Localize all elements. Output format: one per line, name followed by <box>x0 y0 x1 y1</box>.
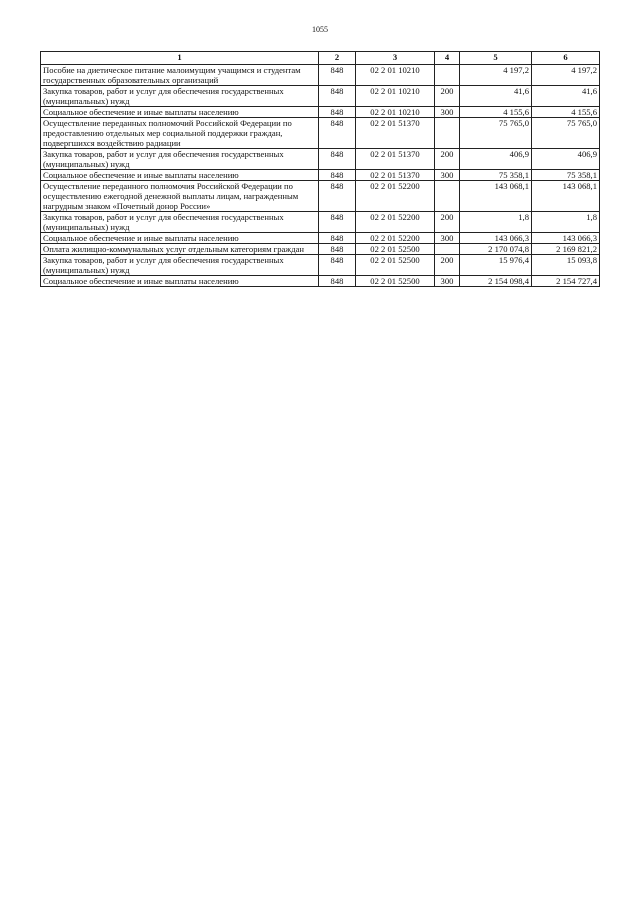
table-body <box>41 65 600 287</box>
table-row <box>41 233 600 244</box>
row-name-cell: Пособие на диетическое питание малоимущим учащимся и студентам государственных образовательных организаций <box>41 65 319 86</box>
row-code-cell: 02 2 01 10210 <box>356 107 435 118</box>
row-col6-cell: 75 765,0 <box>532 118 600 149</box>
row-col5-cell: 4 155,6 <box>460 107 532 118</box>
row-col2-cell: 848 <box>319 233 356 244</box>
row-code-cell: 02 2 01 52500 <box>356 255 435 276</box>
row-col6-cell: 41,6 <box>532 86 600 107</box>
column-header: 2 <box>319 52 356 65</box>
row-name-cell: Закупка товаров, работ и услуг для обеспечения государственных (муниципальных) нужд <box>41 212 319 233</box>
row-col6-cell: 4 197,2 <box>532 65 600 86</box>
row-col5-cell: 15 976,4 <box>460 255 532 276</box>
row-col6-cell: 2 154 727,4 <box>532 276 600 287</box>
row-col4-cell <box>435 118 460 149</box>
table-row <box>41 212 600 233</box>
row-col2-cell: 848 <box>319 212 356 233</box>
budget-table <box>40 51 600 287</box>
table-row <box>41 65 600 86</box>
row-col2-cell: 848 <box>319 118 356 149</box>
row-col5-cell: 143 066,3 <box>460 233 532 244</box>
row-col2-cell: 848 <box>319 149 356 170</box>
row-col4-cell: 200 <box>435 86 460 107</box>
row-name-cell: Социальное обеспечение и иные выплаты населению <box>41 170 319 181</box>
row-col4-cell: 200 <box>435 149 460 170</box>
row-col6-cell: 4 155,6 <box>532 107 600 118</box>
row-code-cell: 02 2 01 52500 <box>356 244 435 255</box>
row-col6-cell: 15 093,8 <box>532 255 600 276</box>
row-col6-cell: 1,8 <box>532 212 600 233</box>
row-code-cell: 02 2 01 51370 <box>356 170 435 181</box>
row-col2-cell: 848 <box>319 86 356 107</box>
row-col6-cell: 143 068,1 <box>532 181 600 212</box>
row-name-cell: Социальное обеспечение и иные выплаты населению <box>41 233 319 244</box>
table-header-row <box>41 52 600 65</box>
table-row <box>41 118 600 149</box>
row-col2-cell: 848 <box>319 255 356 276</box>
row-col2-cell: 848 <box>319 170 356 181</box>
row-col4-cell: 300 <box>435 276 460 287</box>
row-col5-cell: 4 197,2 <box>460 65 532 86</box>
table-row <box>41 170 600 181</box>
row-name-cell: Социальное обеспечение и иные выплаты населению <box>41 107 319 118</box>
column-header: 3 <box>356 52 435 65</box>
page-number: 1055 <box>312 25 328 34</box>
table-row <box>41 107 600 118</box>
row-code-cell: 02 2 01 52200 <box>356 233 435 244</box>
row-col2-cell: 848 <box>319 244 356 255</box>
row-col4-cell <box>435 65 460 86</box>
table-row <box>41 244 600 255</box>
table-row <box>41 276 600 287</box>
row-col5-cell: 2 154 098,4 <box>460 276 532 287</box>
table-row <box>41 181 600 212</box>
table-row <box>41 149 600 170</box>
row-col5-cell: 75 765,0 <box>460 118 532 149</box>
row-col5-cell: 1,8 <box>460 212 532 233</box>
row-col6-cell: 406,9 <box>532 149 600 170</box>
row-code-cell: 02 2 01 52500 <box>356 276 435 287</box>
row-name-cell: Закупка товаров, работ и услуг для обеспечения государственных (муниципальных) нужд <box>41 86 319 107</box>
row-name-cell: Закупка товаров, работ и услуг для обеспечения государственных (муниципальных) нужд <box>41 149 319 170</box>
column-header: 5 <box>460 52 532 65</box>
row-code-cell: 02 2 01 10210 <box>356 65 435 86</box>
column-header: 6 <box>532 52 600 65</box>
row-name-cell: Социальное обеспечение и иные выплаты населению <box>41 276 319 287</box>
row-col2-cell: 848 <box>319 181 356 212</box>
row-col5-cell: 41,6 <box>460 86 532 107</box>
row-col4-cell <box>435 244 460 255</box>
row-code-cell: 02 2 01 52200 <box>356 212 435 233</box>
row-col5-cell: 75 358,1 <box>460 170 532 181</box>
row-col4-cell: 300 <box>435 107 460 118</box>
row-col6-cell: 75 358,1 <box>532 170 600 181</box>
row-col6-cell: 2 169 821,2 <box>532 244 600 255</box>
row-col2-cell: 848 <box>319 276 356 287</box>
table-row <box>41 86 600 107</box>
row-col6-cell: 143 066,3 <box>532 233 600 244</box>
row-col4-cell: 200 <box>435 255 460 276</box>
row-name-cell: Оплата жилищно-коммунальных услуг отдельным категориям граждан <box>41 244 319 255</box>
row-name-cell: Закупка товаров, работ и услуг для обеспечения государственных (муниципальных) нужд <box>41 255 319 276</box>
row-col2-cell: 848 <box>319 65 356 86</box>
row-col2-cell: 848 <box>319 107 356 118</box>
row-col5-cell: 2 170 074,8 <box>460 244 532 255</box>
row-col4-cell: 300 <box>435 170 460 181</box>
row-col4-cell: 200 <box>435 212 460 233</box>
row-col4-cell <box>435 181 460 212</box>
row-code-cell: 02 2 01 10210 <box>356 86 435 107</box>
row-col5-cell: 143 068,1 <box>460 181 532 212</box>
column-header: 1 <box>41 52 319 65</box>
column-header: 4 <box>435 52 460 65</box>
row-code-cell: 02 2 01 52200 <box>356 181 435 212</box>
row-col4-cell: 300 <box>435 233 460 244</box>
row-code-cell: 02 2 01 51370 <box>356 149 435 170</box>
row-name-cell: Осуществление переданного полномочия Российской Федерации по осуществлению ежегодной денежной выплаты лицам, награжденным нагрудным знаком «Почетный донор России» <box>41 181 319 212</box>
table-row <box>41 255 600 276</box>
row-col5-cell: 406,9 <box>460 149 532 170</box>
row-name-cell: Осуществление переданных полномочий Российской Федерации по предоставлению отдельных мер социальной поддержки граждан, подвергшихся воздействию радиации <box>41 118 319 149</box>
row-code-cell: 02 2 01 51370 <box>356 118 435 149</box>
